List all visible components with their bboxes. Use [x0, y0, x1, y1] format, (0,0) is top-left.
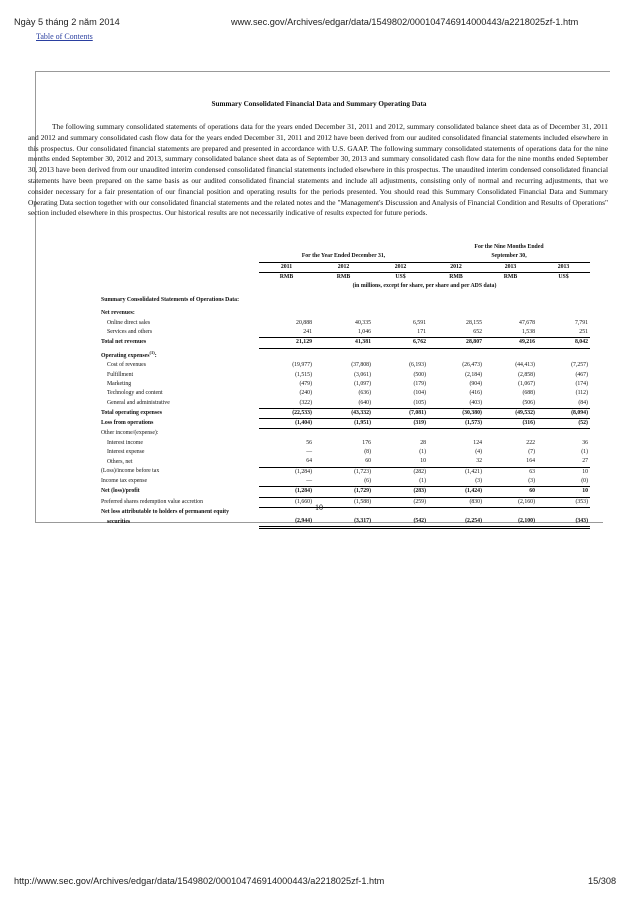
- row-value: (7,081): [373, 408, 428, 418]
- row-label: Cost of revenues: [107, 362, 146, 369]
- row-value: (6): [314, 477, 373, 487]
- row-value: [537, 291, 590, 309]
- row-value: (1,067): [518, 380, 535, 387]
- row-value: 41,381: [314, 338, 373, 348]
- row-label: Services and others: [107, 329, 153, 336]
- row-value: (30,380): [428, 408, 484, 418]
- row-value: (1): [373, 477, 428, 487]
- row-value: 251: [537, 328, 590, 338]
- row-value: 6,762: [373, 338, 428, 348]
- row-value: (104): [413, 390, 426, 397]
- row-label: Total net revenues: [101, 339, 147, 346]
- row-value: 49,216: [484, 338, 537, 348]
- row-value: (1,284): [295, 468, 312, 475]
- row-value: (2,160): [484, 497, 537, 507]
- row-value: (904): [469, 380, 482, 387]
- row-value: [259, 309, 314, 318]
- row-value: (688): [522, 390, 535, 397]
- row-value: (322): [259, 399, 314, 409]
- table-row: [101, 319, 590, 328]
- group-nine-months-line2: September 30,: [428, 252, 590, 262]
- table-row: [101, 517, 590, 528]
- row-value: (3,061): [354, 371, 371, 378]
- currency-col-4: RMB: [449, 273, 463, 280]
- header-row-group-2: [101, 252, 590, 262]
- row-value: (44,413): [515, 362, 535, 369]
- top-rule: [35, 71, 610, 72]
- row-value: (1): [581, 449, 588, 456]
- table-row: [101, 457, 590, 467]
- table-row: [101, 477, 590, 487]
- row-value: 8,042: [537, 338, 590, 348]
- row-value: (259): [373, 497, 428, 507]
- row-value: (416): [469, 390, 482, 397]
- year-col-4: 2012: [428, 262, 484, 272]
- row-label: Net (loss)/profit: [101, 488, 140, 495]
- row-value: [537, 309, 590, 318]
- table-row: [101, 399, 590, 409]
- row-value: 652: [428, 328, 484, 338]
- row-value: (52): [537, 419, 590, 429]
- header-row-group-1: [101, 243, 590, 252]
- row-value: 63: [529, 468, 535, 475]
- row-value: (1,660): [259, 497, 314, 507]
- row-value: (179): [413, 380, 426, 387]
- row-label: Fulfillment: [107, 371, 134, 378]
- currency-col-6: US$: [558, 273, 569, 280]
- row-value: 241: [259, 328, 314, 338]
- row-value: 56: [306, 439, 312, 446]
- table-row: [101, 338, 590, 348]
- year-col-5: 2013: [484, 262, 537, 272]
- row-value: (19,977): [292, 362, 312, 369]
- row-value: (8): [364, 449, 371, 456]
- footer-page-count: 15/308: [588, 876, 617, 886]
- table-row: [101, 291, 590, 309]
- row-value: (467): [575, 371, 588, 378]
- row-value: [314, 348, 373, 361]
- row-value: (2,858): [518, 371, 535, 378]
- row-value: 40,335: [355, 319, 371, 326]
- row-label: Loss from operations: [101, 420, 154, 427]
- unit-note: (in millions, except for share, per share and per ADS data): [352, 283, 497, 290]
- row-value: (1,424): [428, 487, 484, 497]
- header-row-units: [101, 282, 590, 291]
- row-value: (3): [484, 477, 537, 487]
- row-value: [259, 429, 314, 439]
- row-value: (112): [575, 390, 588, 397]
- row-value: 164: [484, 457, 537, 467]
- row-value: (542): [373, 517, 428, 528]
- table-row: [101, 389, 590, 398]
- header-date: Ngày 5 tháng 2 năm 2014: [14, 17, 120, 27]
- row-value: (1,404): [259, 419, 314, 429]
- row-value: (240): [299, 390, 312, 397]
- row-value: [428, 291, 484, 309]
- row-value: (2,184): [465, 371, 482, 378]
- row-value: (1,951): [314, 419, 373, 429]
- footer-url[interactable]: http://www.sec.gov/Archives/edgar/data/1549802/000104746914000443/a2218025zf-1.htm: [14, 876, 385, 886]
- row-value: [373, 348, 428, 361]
- row-value: 32: [428, 457, 484, 467]
- row-value: [537, 429, 590, 439]
- row-value: (1): [419, 449, 426, 456]
- currency-col-1: RMB: [279, 273, 294, 280]
- row-value: (1,729): [314, 487, 373, 497]
- row-value: [314, 429, 373, 439]
- year-col-6: 2013: [537, 262, 590, 272]
- row-label: Net revenues:: [101, 310, 135, 317]
- row-value: 1,538: [484, 328, 537, 338]
- row-value: 10: [582, 468, 588, 475]
- row-value: 124: [473, 439, 482, 446]
- row-label: Technology and content: [107, 390, 163, 397]
- row-value: [428, 348, 484, 361]
- row-value: (353): [537, 497, 590, 507]
- table-row: [101, 419, 590, 429]
- row-value: [484, 309, 537, 318]
- row-value: (636): [358, 390, 371, 397]
- row-value: (37,808): [351, 362, 371, 369]
- row-value: (640): [314, 399, 373, 409]
- row-label: Net loss attributable to holders of permanent equity: [101, 508, 230, 515]
- row-value: (49,532): [484, 408, 537, 418]
- row-value: [373, 429, 428, 439]
- table-row: [101, 361, 590, 370]
- row-value: [259, 291, 314, 309]
- row-label: Interest expense: [107, 449, 145, 456]
- row-value: (2,944): [259, 517, 314, 528]
- row-value: [484, 348, 537, 361]
- row-value: [314, 291, 373, 309]
- group-year-ended: For the Year Ended December 31,: [259, 252, 428, 262]
- row-value: 6,591: [412, 319, 426, 326]
- table-row: [101, 309, 590, 318]
- row-value: 36: [582, 439, 588, 446]
- row-value: (0): [537, 477, 590, 487]
- row-value: [428, 309, 484, 318]
- row-value: (282): [413, 468, 426, 475]
- row-value: 1,046: [314, 328, 373, 338]
- table-row: [101, 487, 590, 497]
- row-value: (403): [428, 399, 484, 409]
- row-label: Online direct sales: [107, 319, 151, 326]
- table-row: [101, 448, 590, 457]
- row-value: (500): [413, 371, 426, 378]
- row-value: (3,317): [314, 517, 373, 528]
- row-label: Income tax expense: [101, 478, 148, 485]
- table-row: [101, 467, 590, 477]
- table-row: [101, 380, 590, 389]
- row-value: [373, 291, 428, 309]
- row-value: (4): [475, 449, 482, 456]
- row-value: 21,129: [259, 338, 314, 348]
- row-value: (1,573): [428, 419, 484, 429]
- row-value: (283): [373, 487, 428, 497]
- row-value: 10: [373, 457, 428, 467]
- row-value: —: [259, 477, 314, 487]
- page-number: 10: [315, 503, 323, 512]
- row-value: 28,807: [428, 338, 484, 348]
- row-value: 7,791: [574, 319, 588, 326]
- row-value: (7): [528, 449, 535, 456]
- row-label: Others, net: [107, 458, 133, 465]
- row-value: (1,588): [314, 497, 373, 507]
- currency-col-2: RMB: [336, 273, 351, 280]
- year-col-3: 2012: [373, 262, 428, 272]
- row-value: —: [306, 449, 312, 456]
- row-value: (343): [537, 517, 590, 528]
- row-value: 10: [537, 487, 590, 497]
- row-value: (105): [373, 399, 428, 409]
- row-value: 20,888: [296, 319, 312, 326]
- row-value: (22,533): [259, 408, 314, 418]
- header-row-currency: [101, 272, 590, 282]
- row-value: (479): [299, 380, 312, 387]
- row-value: (43,332): [314, 408, 373, 418]
- row-value: 27: [537, 457, 590, 467]
- intro-paragraph: The following summary consolidated statements of operations data for the years ended December 31, 2011 and 2012, summary consolidated balance sheet data as of December 31, 2011 and 2012 and summary consolidated cash flow data for the years ended December 31, 2011 and 2012 have been derived from our audited consolidated financial statements included elsewhere in this prospectus. Our consolidated financial statements are prepared and presented in accordance with U.S. GAAP. The following summary consolidated statements of operations data for the nine months ended September 30, 2012 and 2013, summary consolidated balance sheet data as of September 30, 2013 and summary consolidated cash flow data for the nine months ended September 30, 2013 have been derived from our unaudited interim condensed consolidated financial statements included elsewhere in this prospectus. The unaudited interim condensed consolidated financial statements have been prepared on the same basis as our audited consolidated financial statements and include all adjustments, consisting only of normal and recurring adjustments, that we consider necessary for a fair presentation of our financial position and operating results for the periods presented. You should read this Summary Consolidated Financial Data and Summary Operating Data section together with our consolidated financial statements and the related notes and the "Management's Discussion and Analysis of Financial Condition and Results of Operations" section included elsewhere in this prospectus. Our historical results are not necessarily indicative of results expected for future periods.: [28, 122, 608, 218]
- row-value: (7,257): [571, 362, 588, 369]
- header-row-years: [101, 262, 590, 272]
- table-of-contents-link[interactable]: Table of Contents: [36, 32, 93, 41]
- page-title: Summary Consolidated Financial Data and Summary Operating Data: [211, 100, 427, 108]
- row-value: (1,723): [354, 468, 371, 475]
- row-label: securities: [107, 518, 131, 525]
- row-value: 60: [314, 457, 373, 467]
- row-value: 28: [420, 439, 426, 446]
- table-row: [101, 429, 590, 439]
- row-value: (26,473): [462, 362, 482, 369]
- header-url: www.sec.gov/Archives/edgar/data/1549802/000104746914000443/a2218025zf-1.htm: [231, 17, 579, 27]
- row-label: Interest income: [107, 439, 143, 446]
- table-row: [101, 328, 590, 338]
- row-value: (84): [537, 399, 590, 409]
- row-value: 28,155: [466, 319, 482, 326]
- row-value: (830): [428, 497, 484, 507]
- row-label: Marketing: [107, 380, 132, 387]
- row-value: (319): [373, 419, 428, 429]
- currency-col-3: US$: [395, 273, 406, 280]
- row-value: 176: [362, 439, 371, 446]
- row-value: [428, 429, 484, 439]
- row-value: (174): [575, 380, 588, 387]
- row-value: (1,515): [295, 371, 312, 378]
- row-value: 171: [373, 328, 428, 338]
- row-value: (1,284): [259, 487, 314, 497]
- row-value: (1,097): [354, 380, 371, 387]
- row-value: [484, 291, 537, 309]
- table-row: [101, 408, 590, 418]
- row-value: [259, 348, 314, 361]
- row-label: Total operating expenses: [101, 409, 162, 416]
- row-value: (8,094): [537, 408, 590, 418]
- row-value: [484, 429, 537, 439]
- row-value: 60: [484, 487, 537, 497]
- currency-col-5: RMB: [503, 273, 518, 280]
- row-value: (1,421): [465, 468, 482, 475]
- row-label: Preferred shares redemption value accretion: [101, 498, 204, 505]
- group-nine-months-line1: For the Nine Months Ended: [474, 244, 544, 250]
- table-row: [101, 348, 590, 361]
- year-col-1: 2011: [259, 262, 314, 272]
- table-row: [101, 371, 590, 380]
- row-label: Operating expenses$^{(1)}$:: [101, 350, 157, 360]
- row-value: (2,100): [484, 517, 537, 528]
- row-value: (506): [484, 399, 537, 409]
- row-value: (3): [428, 477, 484, 487]
- row-value: [314, 309, 373, 318]
- year-col-2: 2012: [314, 262, 373, 272]
- row-value: (2,254): [428, 517, 484, 528]
- row-label: General and administrative: [107, 399, 170, 406]
- table-row: [101, 439, 590, 448]
- row-value: 47,678: [519, 319, 535, 326]
- row-value: 222: [526, 439, 535, 446]
- row-value: [373, 309, 428, 318]
- row-value: 64: [259, 457, 314, 467]
- row-value: [537, 348, 590, 361]
- row-value: (6,193): [409, 362, 426, 369]
- row-label: (Loss)/income before tax: [101, 468, 160, 475]
- row-label: Other income/(expense):: [101, 430, 159, 437]
- row-label: Summary Consolidated Statements of Operations Data:: [101, 297, 239, 304]
- row-value: (316): [484, 419, 537, 429]
- financial-table: [101, 243, 590, 529]
